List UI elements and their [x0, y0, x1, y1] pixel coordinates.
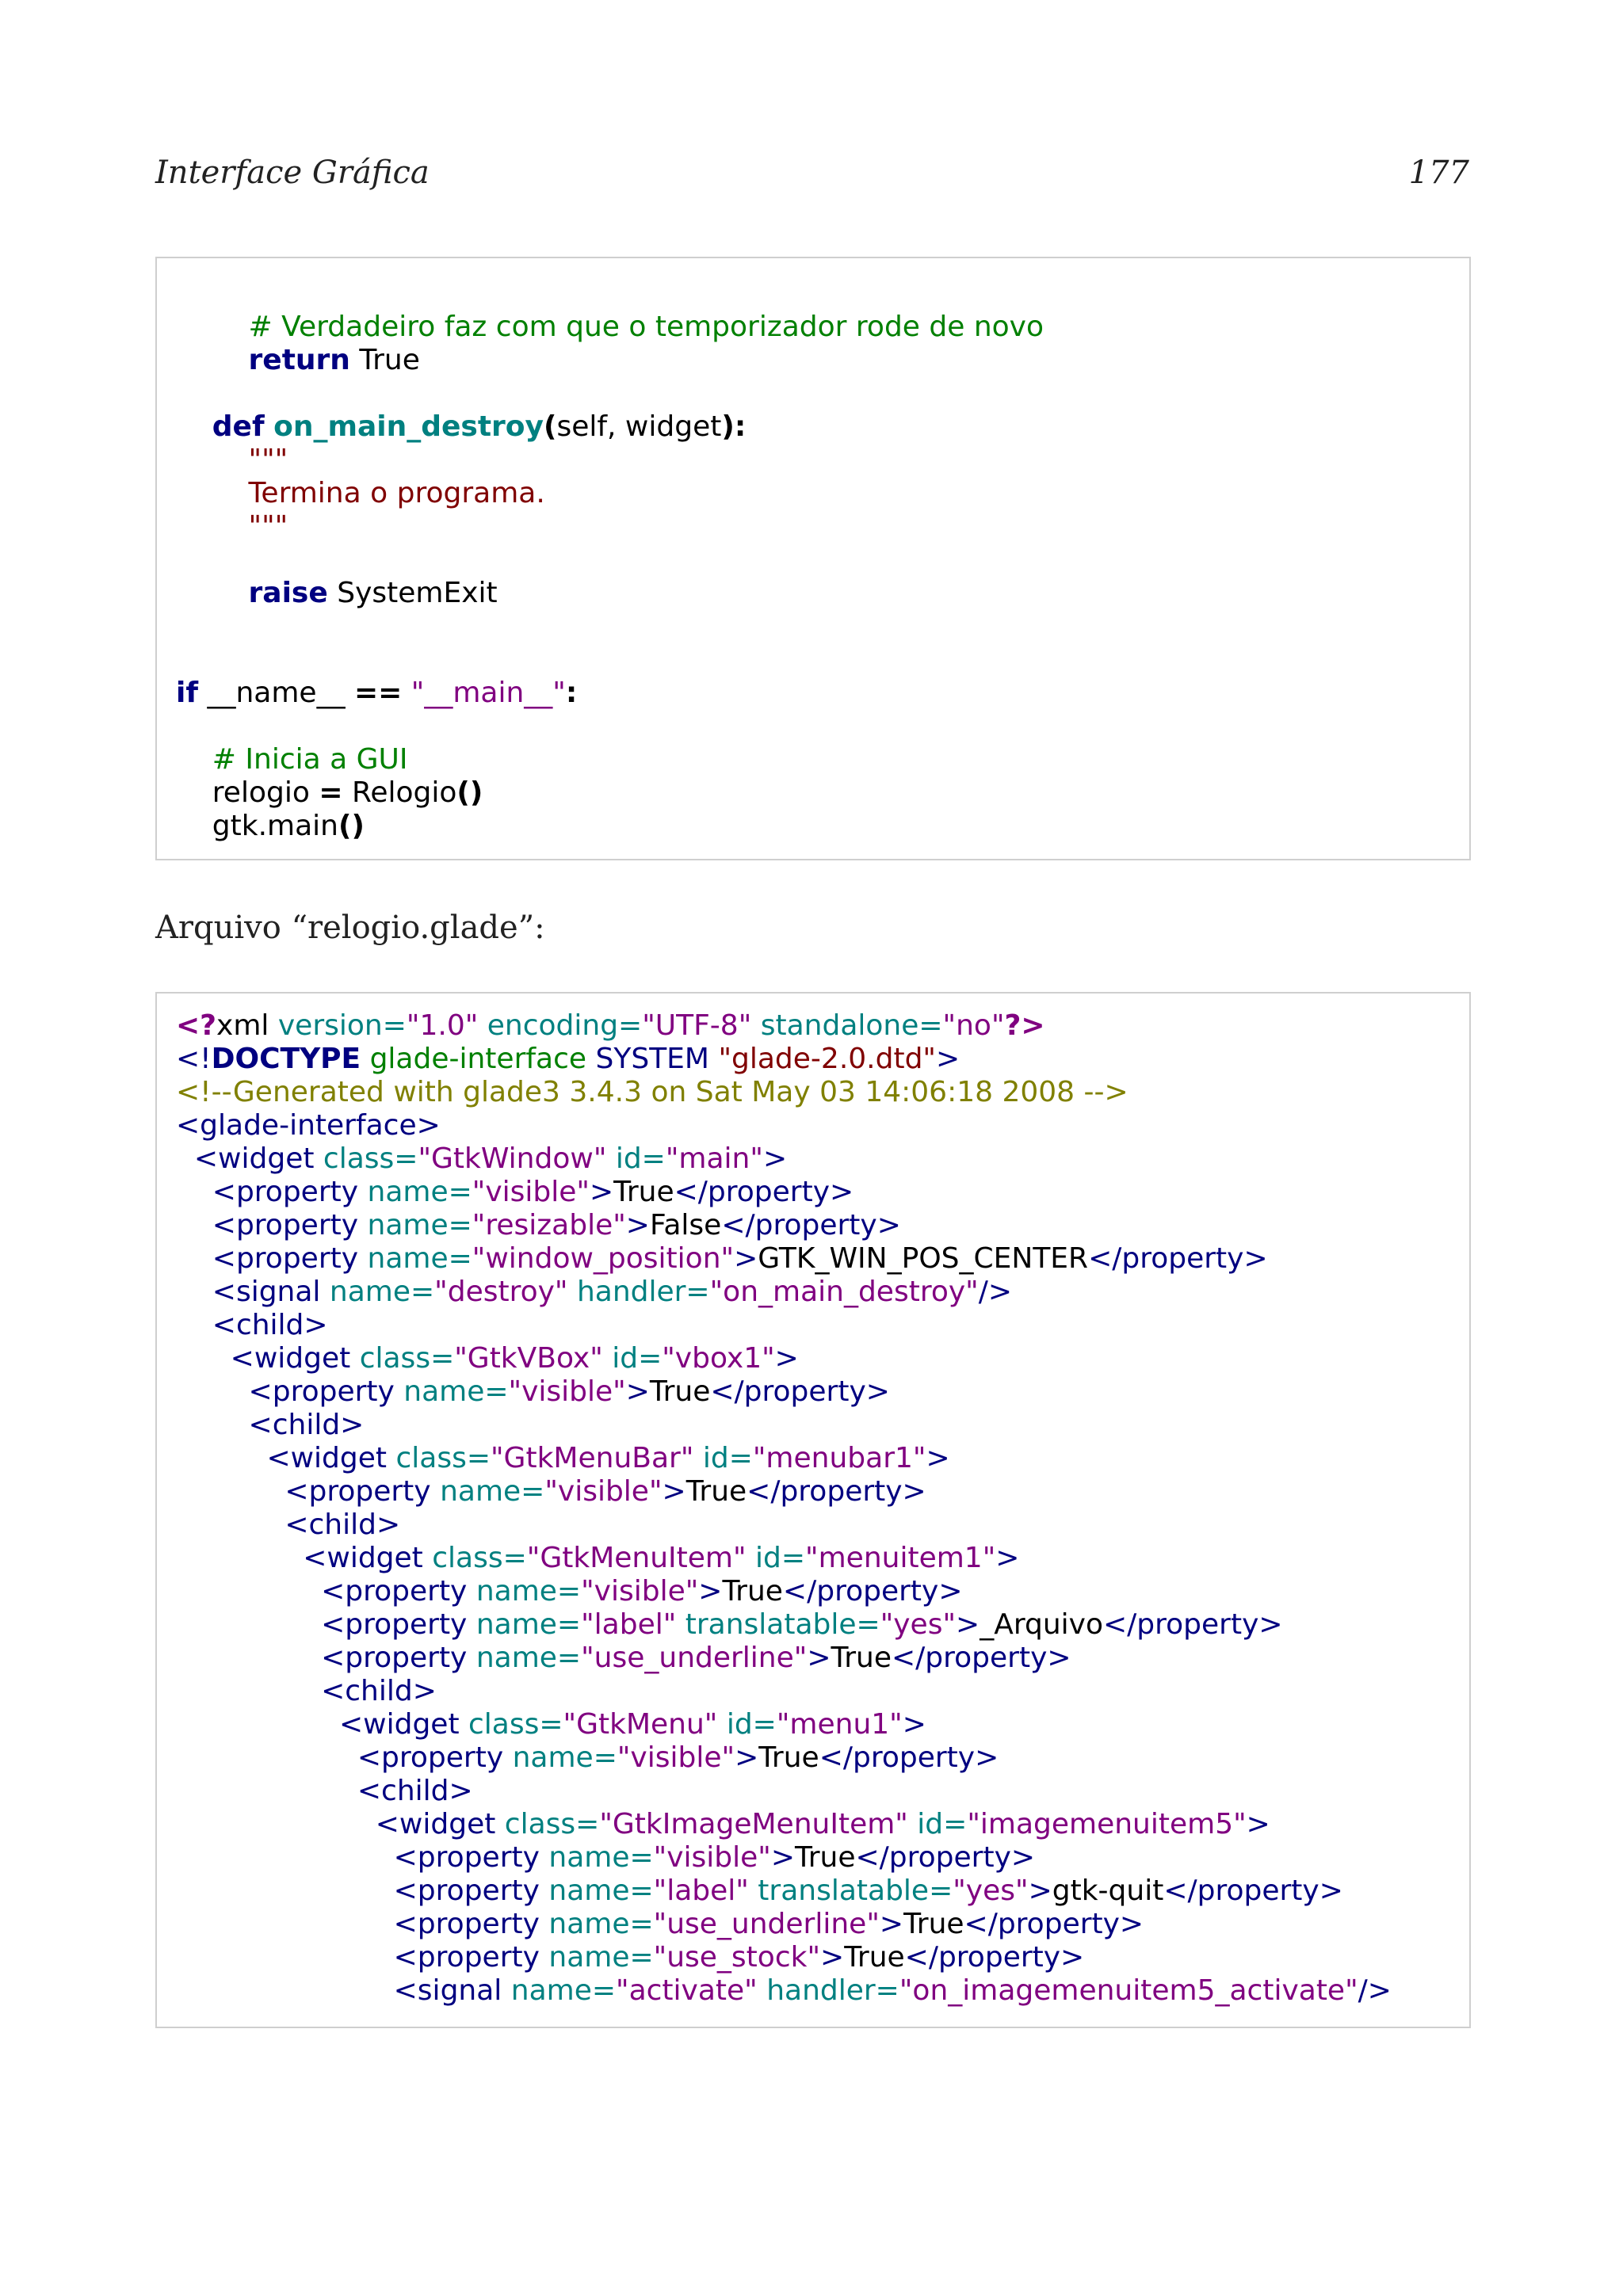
- code-line: <child>: [212, 1309, 328, 1341]
- code-line: def on_main_destroy(self, widget):: [212, 410, 747, 443]
- code-line: <child>: [321, 1675, 437, 1707]
- code-line: <widget class="GtkImageMenuItem" id="imagemenuitem5">: [375, 1808, 1270, 1840]
- code-line: <property name="resizable">False</property>: [212, 1209, 901, 1241]
- code-line: <!DOCTYPE glade-interface SYSTEM "glade-2.0.dtd">: [176, 1043, 960, 1075]
- code-line: <property name="use_underline">True</property>: [321, 1642, 1071, 1674]
- code-line: relogio = Relogio(): [212, 776, 483, 809]
- code-line: <property name="visible">True</property>: [357, 1741, 999, 1774]
- chapter-title: Interface Gráfica: [155, 154, 430, 191]
- code-line: <child>: [357, 1775, 473, 1807]
- code-line: <property name="use_underline">True</property>: [393, 1908, 1144, 1940]
- code-line: return True: [248, 344, 420, 376]
- file-caption: Arquivo “relogio.glade”:: [155, 910, 545, 946]
- xml-code-block: [155, 992, 1471, 2028]
- code-line: <property name="use_stock">True</property>: [393, 1941, 1085, 1974]
- page-number: 177: [1408, 154, 1469, 191]
- code-line: <!--Generated with glade3 3.4.3 on Sat May 03 14:06:18 2008 -->: [176, 1076, 1128, 1108]
- code-line: <child>: [248, 1409, 365, 1441]
- code-line: <widget class="GtkVBox" id="vbox1">: [230, 1342, 799, 1375]
- code-line: <signal name="activate" handler="on_imagemenuitem5_activate"/>: [393, 1974, 1392, 2007]
- code-line: <property name="label" translatable="yes">gtk-quit</property>: [393, 1875, 1343, 1907]
- code-line: <property name="visible">True</property>: [393, 1841, 1036, 1874]
- code-line: <widget class="GtkMenu" id="menu1">: [338, 1708, 926, 1741]
- code-line: """: [248, 510, 288, 543]
- code-line: <widget class="GtkMenuBar" id="menubar1">: [266, 1442, 950, 1474]
- code-line: <property name="window_position">GTK_WIN_POS_CENTER</property>: [212, 1242, 1268, 1275]
- code-line: """: [248, 444, 288, 476]
- code-line: <?xml version="1.0" encoding="UTF-8" standalone="no"?>: [176, 1009, 1045, 1042]
- code-line: <child>: [285, 1508, 401, 1541]
- python-code-block: [155, 257, 1471, 860]
- code-line: <glade-interface>: [176, 1109, 441, 1142]
- code-line: <widget class="GtkWindow" id="main">: [193, 1142, 788, 1175]
- code-line: <property name="label" translatable="yes">_Arquivo</property>: [321, 1608, 1283, 1641]
- code-line: <property name="visible">True</property>: [321, 1575, 963, 1608]
- code-line: # Inicia a GUI: [212, 743, 408, 776]
- code-line: if __name__ == "__main__":: [176, 677, 578, 709]
- code-line: <property name="visible">True</property>: [248, 1375, 890, 1408]
- code-line: gtk.main(): [212, 810, 365, 842]
- code-line: <signal name="destroy" handler="on_main_destroy"/>: [212, 1276, 1013, 1308]
- code-line: <property name="visible">True</property>: [212, 1176, 854, 1208]
- running-head: [155, 154, 1469, 191]
- code-line: # Verdadeiro faz com que o temporizador rode de novo: [248, 311, 1044, 343]
- code-line: <property name="visible">True</property>: [285, 1475, 926, 1508]
- code-line: <widget class="GtkMenuItem" id="menuitem1">: [303, 1542, 1020, 1574]
- code-line: raise SystemExit: [248, 577, 498, 609]
- code-line: Termina o programa.: [248, 477, 545, 509]
